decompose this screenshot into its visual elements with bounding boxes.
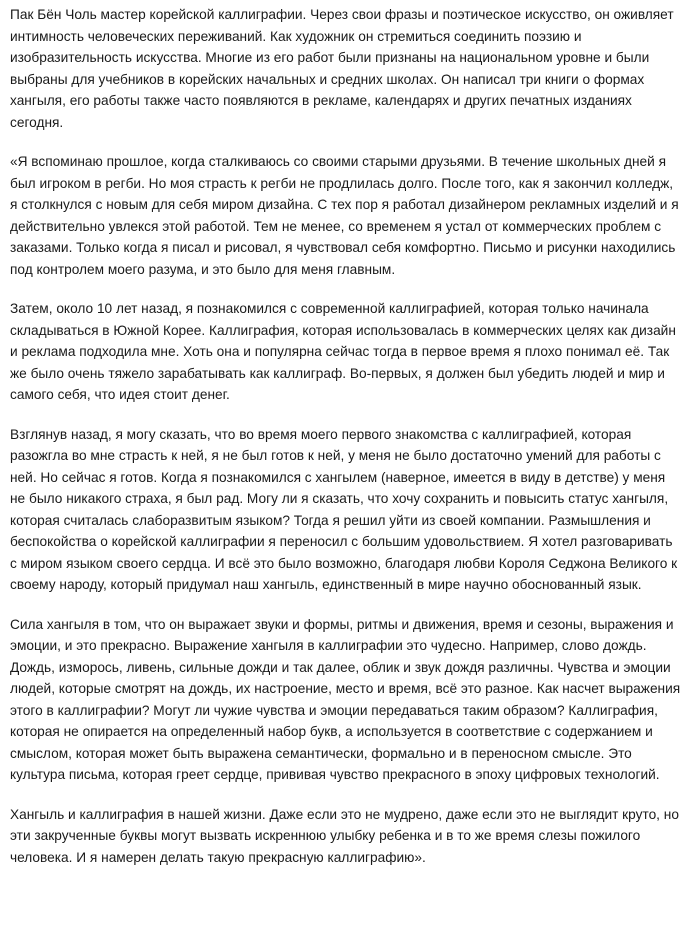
paragraph-intro: Пак Бён Чоль мастер корейской каллиграфии. Через свои фразы и поэтическое искусство, он оживляет интимность человеческих переживаний. Как художник он стремиться соединить поэзию и изобразительность искусства. Многие из его работ были признаны на национальном уровне и были выбраны для учебников в корейских начальных и средних школах. Он написал три книги о формах хангыля, его работы также часто появляются в рекламе, календарях и других печатных изданиях сегодня.: [10, 7, 674, 130]
paragraph-hangul-power: Сила хангыля в том, что он выражает звуки и формы, ритмы и движения, время и сезоны, выражения и эмоции, и это прекрасно. Выражение хангыля в каллиграфии это чудесно. Например, слово дождь. Дождь, изморось, ливень, сильные дожди и так далее, облик и звук дождя различны. Чувства и эмоции людей, которые смотрят на дождь, их настроение, место и время, всё это разное. Как насчет выражения этого в каллиграфии? Могут ли чужие чувства и эмоции передаваться таким образом? Каллиграфия, которая не опирается на определенный набор букв, а используется в соответствие с содержанием и смыслом, которая может быть выражена семантически, формально и в переносном смысле. Это культура письма, которая греет сердце, прививая чувство прекрасного в эпоху цифровых технологий.: [10, 616, 681, 782]
paragraph-conclusion: Хангыль и каллиграфия в нашей жизни. Даже если это не мудрено, даже если это не выглядит круто, но эти закрученные буквы могут вызвать искреннюю улыбку ребенка и в то же время слезы пожилого человека. И я намерен делать такую прекрасную каллиграфию».: [10, 806, 679, 865]
paragraph-looking-back: Взглянув назад, я могу сказать, что во время моего первого знакомства с каллиграфией, которая разожгла во мне страсть к ней, я не был готов к ней, у меня не было достаточно умений для работы с ней. Но сейчас я готов. Когда я познакомился с хангылем (наверное, имеется в виду в детстве) у меня не было никакого страха, я был рад. Могу ли я сказать, что хочу сохранить и повысить статус хангыля, которая считалась слаборазвитым языком? Тогда я решил уйти из своей компании. Размышления и беспокойства о корейской каллиграфии я переносил с большим удовольствием. Я хотел разговаривать с миром языком своего сердца. И всё это было возможно, благодаря любви Короля Седжона Великого к своему народу, который придумал наш хангыль, единственный в мире научно обоснованный язык.: [10, 426, 678, 592]
document-body: [10, 4, 682, 886]
paragraph-quote-memories: «Я вспоминаю прошлое, когда сталкиваюсь со своими старыми друзьями. В течение школьных дней я был игроком в регби. Но моя страсть к регби не продлилась долго. После того, как я закончил колледж, я столкнулся с новым для себя миром дизайна. С тех пор я работал дизайнером рекламных изделий и я действительно увлекся этой работой. Тем не менее, со временем я устал от коммерческих проблем с заказами. Только когда я писал и рисовал, я чувствовал себя комфортно. Письмо и рисунки находились под контролем моего разума, и это было для меня главным.: [10, 154, 679, 277]
paragraph-calligraphy-start: Затем, около 10 лет назад, я познакомился с современной каллиграфией, которая только начинала складываться в Южной Корее. Каллиграфия, которая использовалась в коммерческих целях как дизайн и реклама подходила мне. Хоть она и популярна сейчас тогда в первое время я плохо понимал её. Так же было очень тяжело зарабатывать как каллиграф. Во-первых, я должен был убедить людей и мир и самого себя, что идея стоит денег.: [10, 301, 676, 402]
